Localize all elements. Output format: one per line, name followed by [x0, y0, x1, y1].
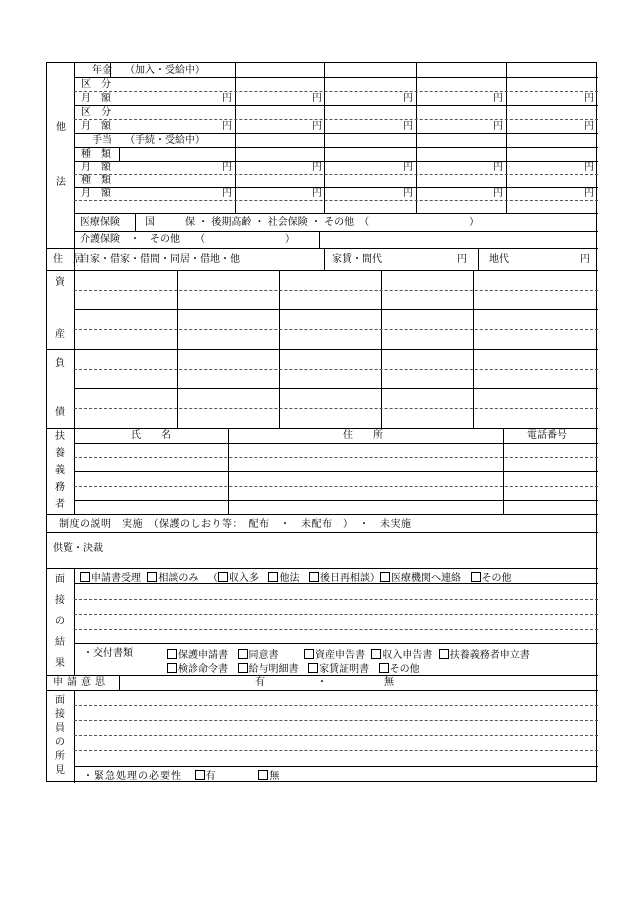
section-line	[47, 428, 598, 429]
dependents-name-header: 氏 名	[131, 430, 171, 441]
rent-unit: 円	[457, 254, 467, 265]
result-char: 結	[55, 637, 65, 648]
opinion-char: 所	[55, 751, 65, 762]
dependent-statement-checkbox[interactable]	[439, 649, 449, 659]
section-line	[47, 248, 598, 249]
yen-unit: 円	[312, 121, 322, 132]
row-line	[74, 77, 598, 78]
yen-unit: 円	[584, 162, 594, 173]
asset-declaration-checkbox[interactable]	[304, 649, 314, 659]
row-line	[74, 500, 598, 501]
col-line	[324, 63, 325, 213]
row-line	[74, 471, 598, 472]
pay-slip-checkbox[interactable]	[238, 663, 248, 673]
housing-divider	[324, 248, 325, 270]
type-label: 種 類	[81, 149, 111, 160]
yen-unit: 円	[584, 188, 594, 199]
allowance-status: （手続・受給中）	[125, 135, 205, 146]
row-line	[74, 329, 598, 330]
result-char: 果	[55, 658, 65, 669]
welfare-application-checkbox[interactable]	[167, 649, 177, 659]
result-char: 接	[55, 595, 65, 606]
yen-unit: 円	[312, 188, 322, 199]
reconsult-later-checkbox[interactable]	[309, 572, 319, 582]
dependents-address-header: 住 所	[343, 430, 383, 441]
medical-insurance-label: 医療保険	[80, 217, 120, 228]
liabilities-char: 債	[55, 407, 65, 418]
urgent-no-checkbox[interactable]	[258, 770, 268, 780]
type-label: 種 類	[81, 175, 111, 186]
col-line	[416, 63, 417, 213]
row-line	[74, 119, 598, 120]
row-line	[74, 583, 598, 584]
yen-unit: 円	[222, 93, 232, 104]
allowance-header: 手当	[92, 135, 112, 146]
yen-unit: 円	[403, 188, 413, 199]
other-law-char: 法	[56, 177, 66, 188]
yen-unit: 円	[493, 121, 503, 132]
care-divider	[319, 231, 320, 248]
other-law-checkbox[interactable]	[268, 572, 278, 582]
dependents-char: 義	[55, 465, 65, 476]
opinion-char: の	[55, 737, 65, 748]
row-line	[74, 735, 598, 736]
inspection-label: 供覧・決裁	[53, 543, 103, 554]
care-insurance: 介護保険 ・ その他 （ ）	[80, 234, 295, 245]
opinion-label-divider	[74, 690, 75, 783]
row-line	[74, 750, 598, 751]
medical-insurance-options: 国 保 ・ 後期高齢 ・ 社会保険 ・ その他 （ ）	[145, 217, 480, 228]
category-label: 区 分	[81, 79, 111, 90]
row-line	[74, 105, 598, 106]
intent-yes[interactable]: 有	[255, 677, 265, 688]
row-line	[74, 369, 598, 370]
row-line	[74, 161, 598, 162]
row-line	[74, 766, 598, 767]
yen-unit: 円	[403, 162, 413, 173]
dependents-char: 養	[55, 448, 65, 459]
assets-char: 資	[55, 277, 65, 288]
result-other-checkbox[interactable]	[471, 572, 481, 582]
col-line	[506, 63, 507, 213]
row-line	[74, 705, 598, 706]
pension-status: （加入・受給中）	[125, 65, 205, 76]
pension-header: 年金	[92, 65, 112, 76]
row-line	[74, 457, 598, 458]
intent-dot: ・	[317, 677, 327, 688]
opinion-char: 接	[55, 709, 65, 720]
documents-row-2: 検診命令書 給与明細書 家賃証明書 その他	[167, 663, 420, 675]
row-line	[74, 388, 598, 389]
result-options-row: 申請書受理 相談のみ （ 収入多 他法 後日再相談） 医療機関へ連絡 その他	[80, 572, 512, 584]
documents-other-checkbox[interactable]	[379, 663, 389, 673]
system-explanation: 制度の説明 実施 （保護のしおり等： 配布 ・ 未配布 ） ・ 未実施	[59, 519, 412, 530]
urgent-row: ・緊急処理の必要性 有 無	[83, 771, 281, 782]
row-line	[74, 614, 598, 615]
housing-divider	[478, 248, 479, 270]
land-rent-unit: 円	[580, 254, 590, 265]
col-line	[235, 63, 236, 213]
intent-divider	[119, 675, 120, 690]
yen-unit: 円	[584, 93, 594, 104]
row-line	[74, 213, 598, 214]
section-line	[47, 532, 598, 533]
dependents-char: 扶	[55, 431, 65, 442]
row-line	[74, 443, 598, 444]
high-income-checkbox[interactable]	[218, 572, 228, 582]
section-line	[47, 568, 598, 569]
row-line	[74, 91, 598, 92]
contact-medical-checkbox[interactable]	[380, 572, 390, 582]
consent-form-checkbox[interactable]	[238, 649, 248, 659]
result-char: 面	[55, 574, 65, 585]
row-line	[74, 290, 598, 291]
monthly-label: 月 額	[81, 188, 111, 199]
row-line	[74, 133, 598, 134]
header-stub-line	[119, 147, 120, 161]
row-line	[74, 187, 598, 188]
row-line	[74, 629, 598, 630]
intent-no[interactable]: 無	[384, 677, 394, 688]
yen-unit: 円	[312, 162, 322, 173]
yen-unit: 円	[403, 93, 413, 104]
row-line	[74, 720, 598, 721]
yen-unit: 円	[222, 188, 232, 199]
section-line	[47, 675, 598, 676]
result-label-divider	[74, 568, 75, 675]
yen-unit: 円	[222, 162, 232, 173]
application-intent-label: 申請意思	[53, 677, 109, 688]
housing-label: 住 居	[53, 254, 83, 265]
yen-unit: 円	[403, 121, 413, 132]
row-line	[74, 200, 598, 201]
row-line	[74, 599, 598, 600]
opinion-char: 見	[55, 765, 65, 776]
land-rent-label: 地代	[489, 254, 509, 265]
yen-unit: 円	[584, 121, 594, 132]
medical-exam-order-checkbox[interactable]	[167, 663, 177, 673]
yen-unit: 円	[312, 93, 322, 104]
row-line	[74, 486, 598, 487]
rent-label: 家賃・間代	[332, 254, 382, 265]
yen-unit: 円	[493, 162, 503, 173]
opinion-char: 員	[55, 723, 65, 734]
row-line	[74, 231, 598, 232]
housing-options: 自家・借家・借間・同居・借地・他	[80, 254, 240, 265]
section-line	[47, 690, 598, 691]
other-law-char: 他	[56, 122, 66, 133]
application-accepted-checkbox[interactable]	[80, 572, 90, 582]
monthly-label: 月 額	[81, 121, 111, 132]
rent-certificate-checkbox[interactable]	[308, 663, 318, 673]
liabilities-char: 負	[55, 358, 65, 369]
section-line	[47, 514, 598, 515]
yen-unit: 円	[222, 121, 232, 132]
consult-only-checkbox[interactable]	[147, 572, 157, 582]
monthly-label: 月 額	[81, 162, 111, 173]
monthly-label: 月 額	[81, 93, 111, 104]
income-declaration-checkbox[interactable]	[371, 649, 381, 659]
row-line	[74, 174, 598, 175]
row-line	[74, 643, 598, 644]
assets-char: 産	[55, 329, 65, 340]
dependents-char: 務	[55, 482, 65, 493]
dependents-phone-header: 電話番号	[527, 430, 567, 441]
row-line	[74, 408, 598, 409]
category-label: 区 分	[81, 107, 111, 118]
documents-label: ・交付書類	[83, 648, 133, 659]
row-line	[74, 309, 598, 310]
row-line	[74, 147, 598, 148]
dependents-char: 者	[55, 499, 65, 510]
urgent-yes-checkbox[interactable]	[195, 770, 205, 780]
section-line	[47, 349, 598, 350]
medical-label-divider	[135, 213, 136, 231]
welfare-interview-form	[46, 62, 597, 782]
yen-unit: 円	[493, 93, 503, 104]
yen-unit: 円	[493, 188, 503, 199]
documents-row-1: 保護申請書 同意書 資産申告書 収入申告書 扶養義務者申立書	[167, 649, 530, 661]
opinion-char: 面	[55, 695, 65, 706]
section-line	[47, 270, 598, 271]
result-char: の	[55, 616, 65, 627]
